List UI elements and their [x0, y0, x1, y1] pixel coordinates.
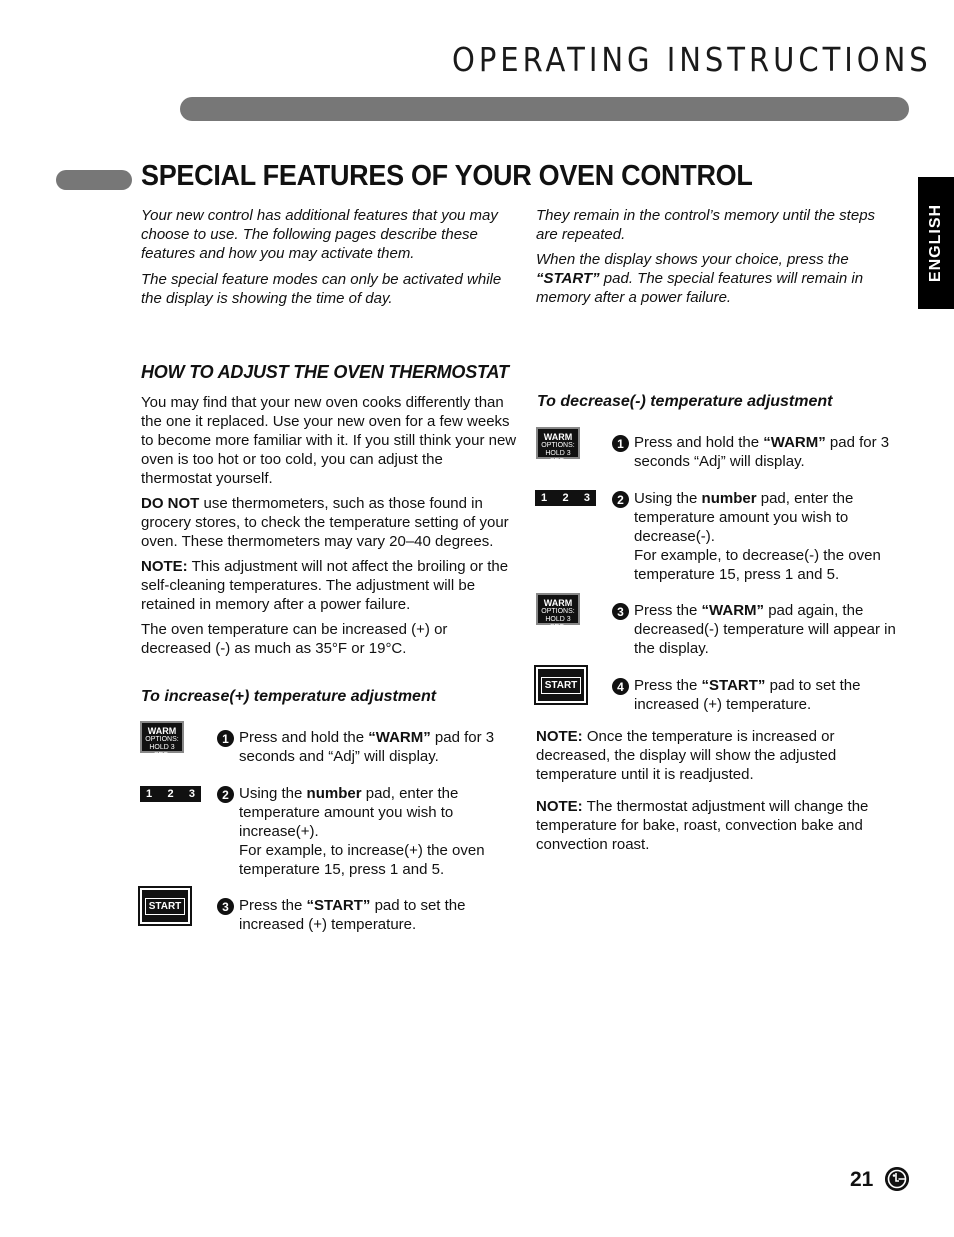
intro-right	[536, 206, 898, 307]
language-tab	[918, 177, 954, 309]
increase-step-1: Press and hold the “WARM” pad for 3 seconds and “Adj” will display.	[239, 729, 495, 765]
step-number-badge: 2	[217, 786, 234, 803]
step-number-badge: 1	[217, 730, 234, 747]
thermostat-paragraph-4: The oven temperature can be increased (+) or decreased (-) as much as 35°F or 19°C.	[141, 621, 448, 657]
thermostat-heading: HOW TO ADJUST THE OVEN THERMOSTAT	[141, 362, 509, 382]
decrease-step-3: Press the “WARM” pad again, the decreased(-) temperature will appear in the display.	[634, 602, 896, 657]
language-tab-label: ENGLISH	[927, 203, 944, 283]
step-number-badge: 3	[612, 603, 629, 620]
decrease-notes	[536, 727, 896, 854]
page-number: 21	[850, 1168, 874, 1191]
header-bar	[180, 97, 909, 121]
intro-paragraph-2: The special feature modes can only be activated while the display is showing the time of day.	[141, 271, 502, 307]
warm-keypad-icon: WARM OPTIONS: HOLD 3 SEC.	[536, 427, 580, 459]
increase-heading: To increase(+) temperature adjustment	[141, 688, 437, 705]
thermostat-paragraph-1: You may find that your new oven cooks differently than the one it replaced. Use your new oven for a few weeks to become more familiar with it. If you still think your new oven is too hot or too cold, you can adjust the thermostat yourself.	[141, 394, 517, 487]
section-title: SPECIAL FEATURES OF YOUR OVEN CONTROL	[141, 160, 753, 192]
page-header-title: OPERATING INSTRUCTIONS	[452, 40, 932, 79]
number-keypad-icon: 1 2 3	[535, 490, 596, 506]
decrease-step-4: Press the “START” pad to set the increased (+) temperature.	[634, 677, 861, 713]
start-keypad-icon: START	[536, 667, 586, 703]
intro-left	[141, 206, 521, 308]
decrease-step-2: Using the number pad, enter the temperature amount you wish to decrease(-). For example, to decrease(-) the oven temperature 15, press 1 and 5.	[634, 490, 881, 583]
note-convection: NOTE: The thermostat adjustment will change the temperature for bake, roast, convection bake and convection roast.	[536, 798, 869, 853]
note-readjust: NOTE: Once the temperature is increased or decreased, the display will show the adjusted temperature until it is readjusted.	[536, 728, 837, 783]
number-keypad-icon: 1 2 3	[140, 786, 201, 802]
warm-keypad-icon: WARM OPTIONS: HOLD 3 SEC.	[140, 721, 184, 753]
increase-step-3: Press the “START” pad to set the increased (+) temperature.	[239, 897, 466, 933]
warm-keypad-icon: WARM OPTIONS: HOLD 3 SEC.	[536, 593, 580, 625]
decrease-heading: To decrease(-) temperature adjustment	[537, 393, 833, 410]
step-number-badge: 1	[612, 435, 629, 452]
intro-paragraph-4: When the display shows your choice, press the “START” pad. The special features will remain in memory after a power failure.	[536, 251, 864, 306]
lg-logo-icon	[885, 1167, 909, 1191]
thermostat-body	[141, 393, 517, 658]
intro-paragraph-3: They remain in the control’s memory until the steps are repeated.	[536, 207, 876, 243]
step-number-badge: 2	[612, 491, 629, 508]
section-pill-decoration	[56, 170, 132, 190]
step-number-badge: 4	[612, 678, 629, 695]
intro-paragraph-1: Your new control has additional features that you may choose to use. The following pages describe these features and how you may activate them.	[141, 207, 498, 262]
decrease-step-1: Press and hold the “WARM” pad for 3 seconds “Adj” will display.	[634, 434, 890, 470]
thermostat-paragraph-2: DO NOT use thermometers, such as those found in grocery stores, to check the temperature setting of your oven. These thermometers may vary 20–40 degrees.	[141, 495, 509, 550]
thermostat-note: NOTE: This adjustment will not affect the broiling or the self-cleaning temperatures. The adjustment will be retained in memory after a power failure.	[141, 558, 509, 613]
start-keypad-icon: START	[140, 888, 190, 924]
increase-step-2: Using the number pad, enter the temperature amount you wish to increase(+). For example, to increase(+) the oven temperature 15, press 1 and 5.	[239, 785, 485, 878]
step-number-badge: 3	[217, 898, 234, 915]
